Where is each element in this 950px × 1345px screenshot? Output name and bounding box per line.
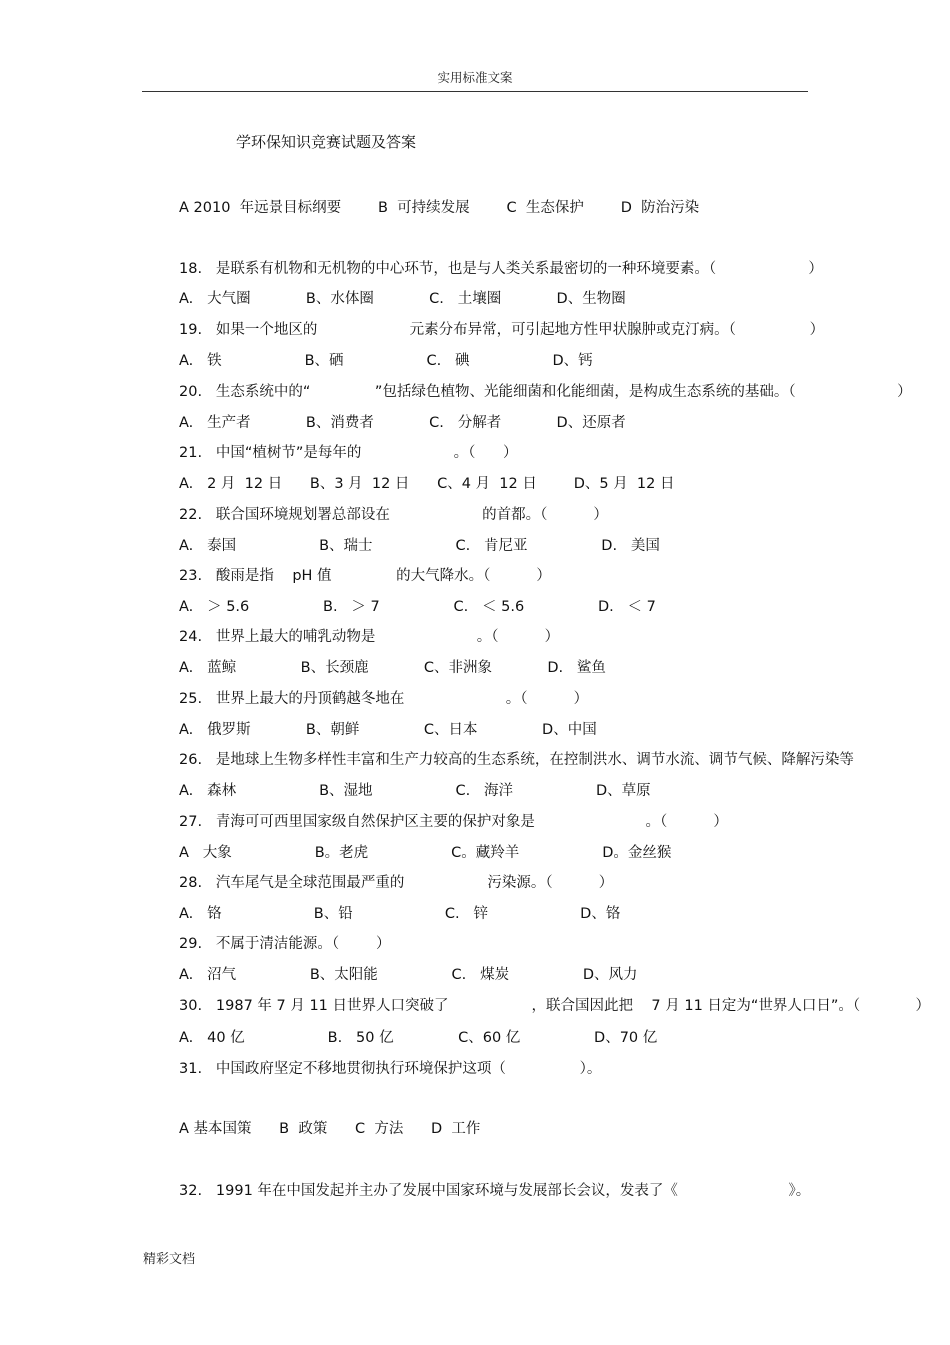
options-27: A 大象 B。老虎 C。藏羚羊 D。金丝猴 bbox=[179, 845, 672, 861]
question-26: 26. 是地球上生物多样性丰富和生产力较高的生态系统，在控制洪水、调节水流、调节气候、降解污染等 bbox=[179, 752, 854, 768]
question-21: 21. 中国“植树节”是每年的 。（ ） bbox=[179, 445, 518, 461]
options-22: A. 泰国 B、瑞士 C. 肯尼亚 D. 美国 bbox=[179, 538, 660, 554]
options-19: A. 铁 B、硒 C. 碘 D、钙 bbox=[179, 353, 593, 369]
options-20: A. 生产者 B、消费者 C. 分解者 D、还原者 bbox=[179, 415, 626, 431]
question-24: 24. 世界上最大的哺乳动物是 。（ ） bbox=[179, 629, 560, 645]
question-25: 25. 世界上最大的丹顶鹤越冬地在 。（ ） bbox=[179, 691, 589, 707]
page-header: 实用标准文案 bbox=[437, 70, 513, 85]
question-20: 20. 生态系统中的“ ”包括绿色植物、光能细菌和化能细菌，是构成生态系统的基础。（ ） bbox=[179, 384, 912, 400]
document-title: 学环保知识竞赛试题及答案 bbox=[236, 133, 417, 151]
options-24: A. 蓝鲸 B、长颈鹿 C、非洲象 D. 鲨鱼 bbox=[179, 660, 606, 676]
options-21: A. 2 月 12 日 B、3 月 12 日 C、4 月 12 日 D、5 月 12 日 bbox=[179, 476, 675, 492]
question-32: 32. 1991 年在中国发起并主办了发展中国家环境与发展部长会议，发表了《 》。 bbox=[179, 1183, 811, 1199]
question-18: 18. 是联系有机物和无机物的中心环节，也是与人类关系最密切的一种环境要素。（ ） bbox=[179, 261, 823, 277]
options-18: A. 大气圈 B、水体圈 C. 土壤圈 D、生物圈 bbox=[179, 291, 626, 307]
question-22: 22. 联合国环境规划署总部设在 的首都。（ ） bbox=[179, 507, 608, 523]
options-26: A. 森林 B、湿地 C. 海洋 D、草原 bbox=[179, 783, 651, 799]
question-28: 28. 汽车尾气是全球范围最严重的 污染源。（ ） bbox=[179, 875, 614, 891]
question-30: 30. 1987 年 7 月 11 日世界人口突破了 ，联合国因此把 7 月 11 日定为“世界人口日”。（ ） bbox=[179, 998, 930, 1014]
options-23: A. ＞ 5.6 B. ＞ 7 C. ＜ 5.6 D. ＜ 7 bbox=[179, 599, 656, 615]
page-footer: 精彩文档 bbox=[143, 1252, 196, 1267]
options-29: A. 沼气 B、太阳能 C. 煤炭 D、风力 bbox=[179, 967, 638, 983]
options-30: A. 40 亿 B. 50 亿 C、60 亿 D、70 亿 bbox=[179, 1030, 658, 1046]
question-27: 27. 青海可可西里国家级自然保护区主要的保护对象是 。（ ） bbox=[179, 814, 728, 830]
question-23: 23. 酸雨是指 pH 值 的大气降水。（ ） bbox=[179, 568, 551, 584]
header-divider bbox=[142, 91, 808, 92]
option-line-17: A 2010 年远景目标纲要 B 可持续发展 C 生态保护 D 防治污染 bbox=[179, 200, 700, 216]
question-19: 19. 如果一个地区的 元素分布异常，可引起地方性甲状腺肿或克汀病。（ ） bbox=[179, 322, 825, 338]
options-28: A. 铬 B、铅 C. 锌 D、铬 bbox=[179, 906, 621, 922]
options-25: A. 俄罗斯 B、朝鲜 C、日本 D、中国 bbox=[179, 722, 597, 738]
question-31: 31. 中国政府坚定不移地贯彻执行环境保护这项（ ）。 bbox=[179, 1061, 602, 1077]
options-31: A 基本国策 B 政策 C 方法 D 工作 bbox=[179, 1121, 481, 1137]
question-29: 29. 不属于清洁能源。（ ） bbox=[179, 936, 391, 952]
